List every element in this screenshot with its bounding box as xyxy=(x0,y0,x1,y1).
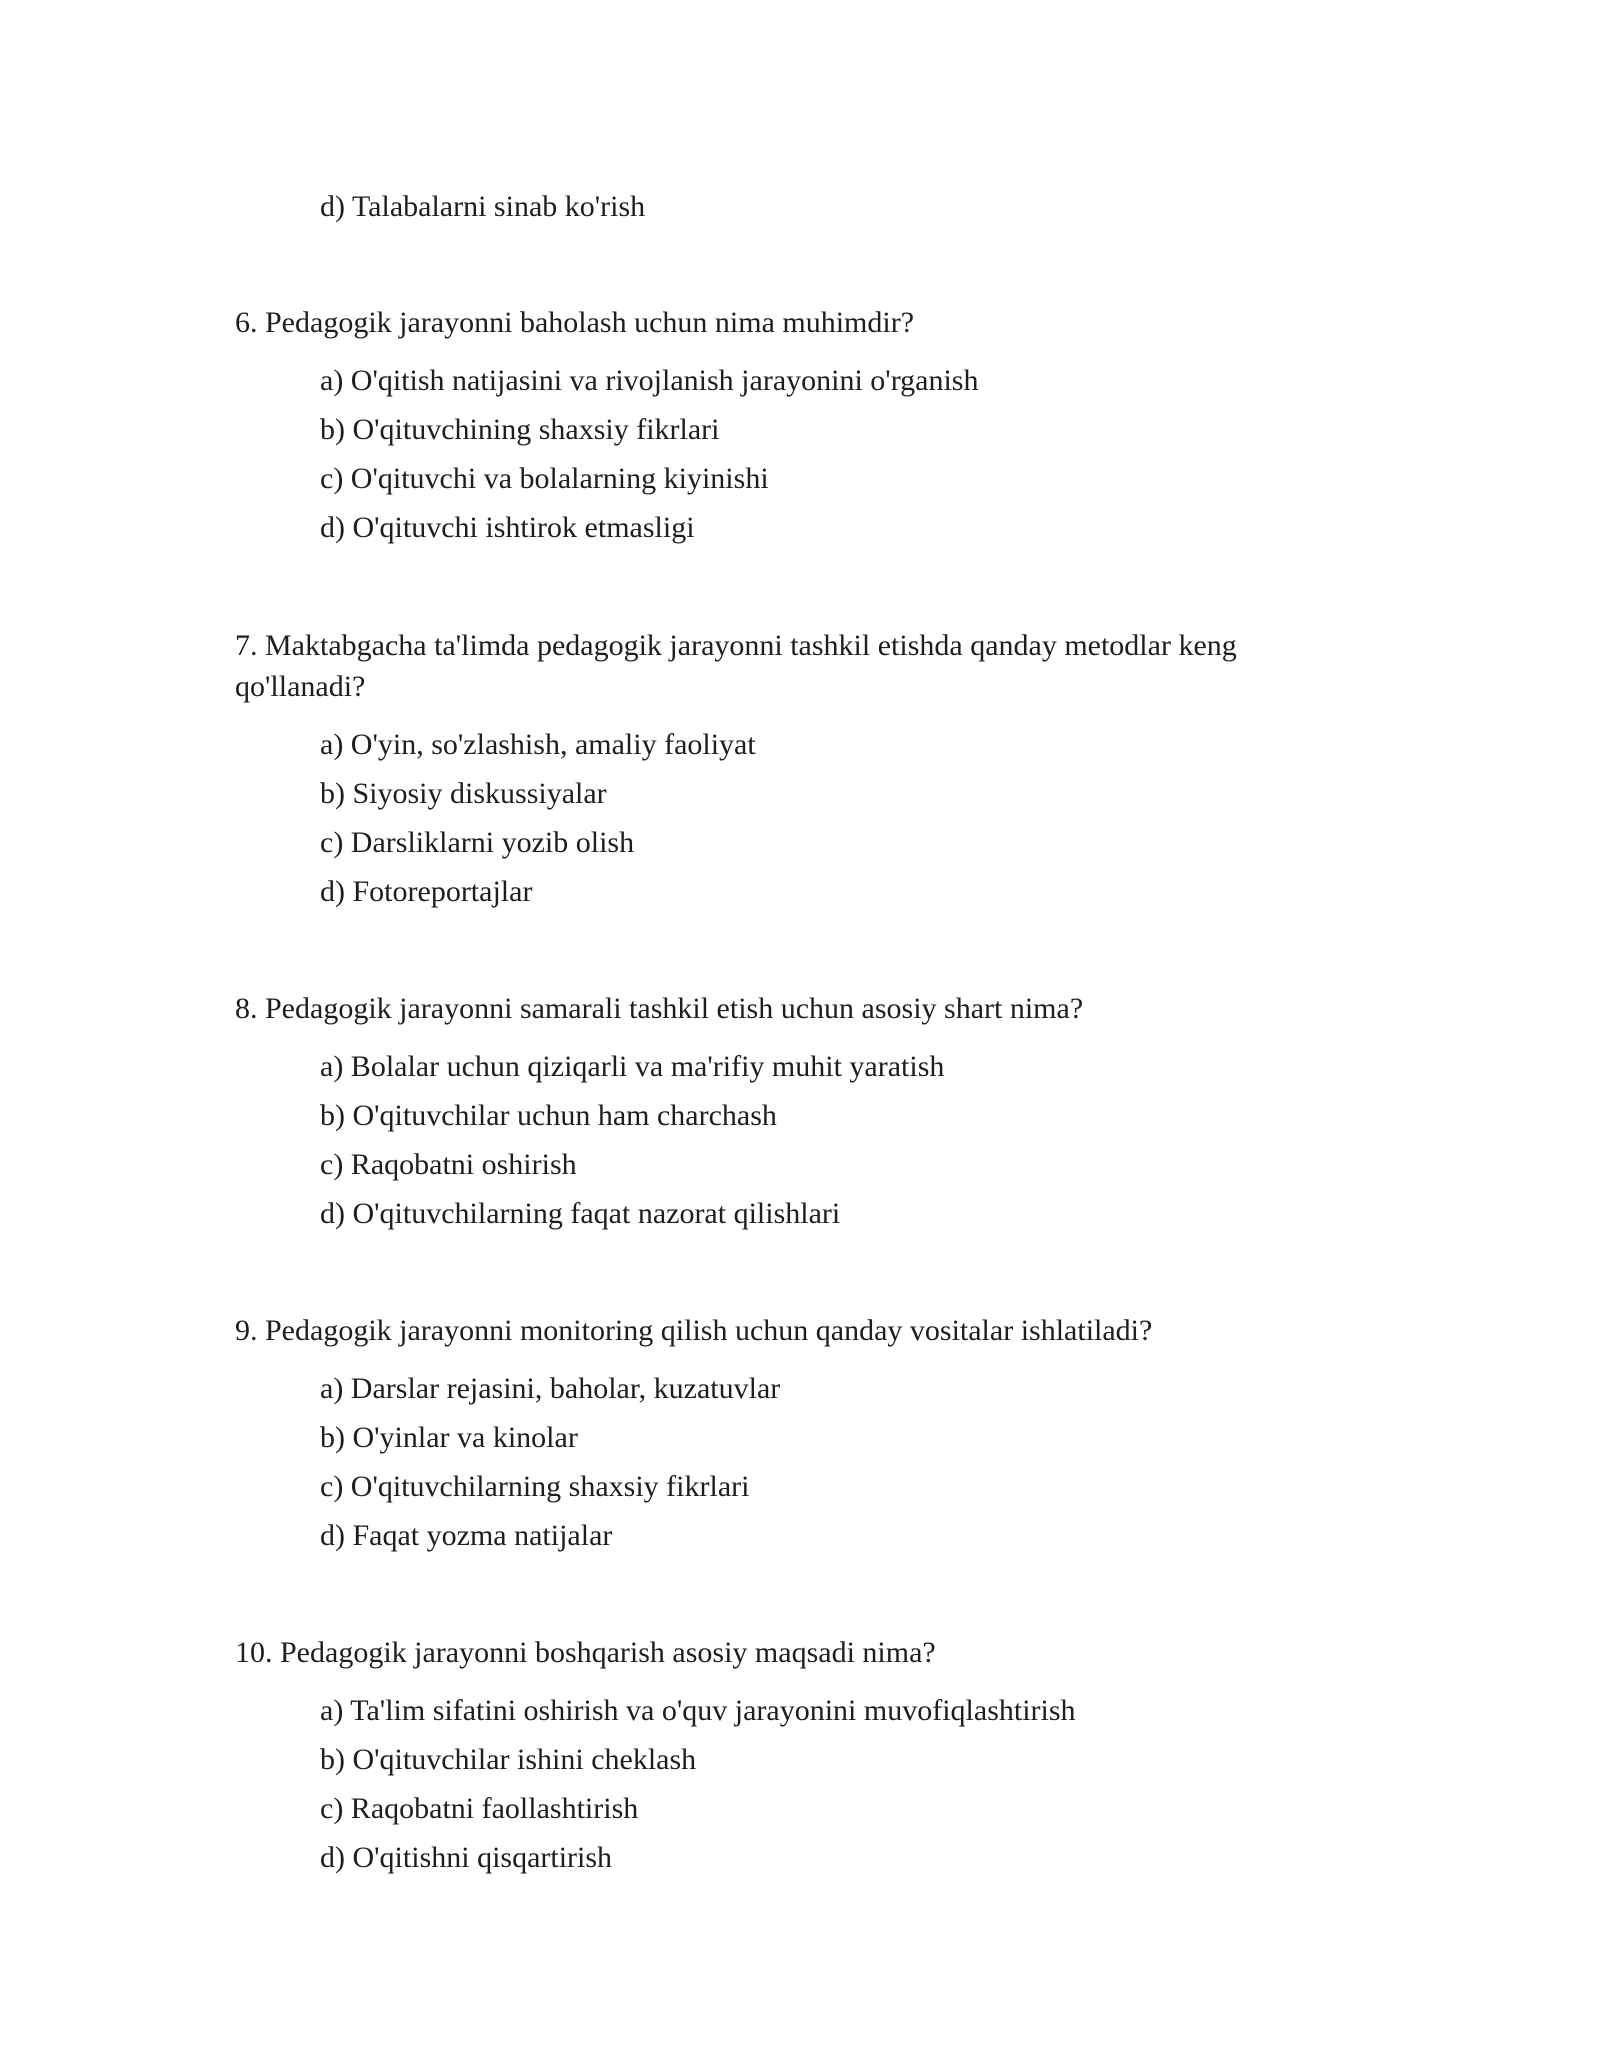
question-9-option-c: c) O'qituvchilarning shaxsiy fikrlari xyxy=(320,1470,750,1503)
question-6-option-c: c) O'qituvchi va bolalarning kiyinishi xyxy=(320,462,769,495)
question-9-option-d: d) Faqat yozma natijalar xyxy=(320,1519,613,1552)
question-10-option-a: a) Ta'lim sifatini oshirish va o'quv jarayonini muvofiqlashtirish xyxy=(320,1694,1076,1727)
question-8-option-c: c) Raqobatni oshirish xyxy=(320,1148,577,1181)
question-6-text: 6. Pedagogik jarayonni baholash uchun nima muhimdir? xyxy=(235,306,915,339)
question-8-text: 8. Pedagogik jarayonni samarali tashkil etish uchun asosiy shart nima? xyxy=(235,992,1084,1025)
question-7-text: 7. Maktabgacha ta'limda pedagogik jarayonni tashkil etishda qanday metodlar keng xyxy=(235,629,1237,662)
question-6-option-d: d) O'qituvchi ishtirok etmasligi xyxy=(320,511,695,544)
question-9-text: 9. Pedagogik jarayonni monitoring qilish uchun qanday vositalar ishlatiladi? xyxy=(235,1314,1153,1347)
question-9-option-b: b) O'yinlar va kinolar xyxy=(320,1421,578,1454)
question-7-option-d: d) Fotoreportajlar xyxy=(320,875,533,908)
question-6-option-b: b) O'qituvchining shaxsiy fikrlari xyxy=(320,413,720,446)
question-10-option-c: c) Raqobatni faollashtirish xyxy=(320,1792,639,1825)
question-10-option-d: d) O'qitishni qisqartirish xyxy=(320,1841,613,1874)
option-item: d) Talabalarni sinab ko'rish xyxy=(320,190,646,223)
question-8-option-b: b) O'qituvchilar uchun ham charchash xyxy=(320,1099,777,1132)
question-10-text: 10. Pedagogik jarayonni boshqarish asosiy maqsadi nima? xyxy=(235,1636,936,1669)
question-7-option-c: c) Darsliklarni yozib olish xyxy=(320,826,635,859)
question-10-option-b: b) O'qituvchilar ishini cheklash xyxy=(320,1743,697,1776)
question-7-option-b: b) Siyosiy diskussiyalar xyxy=(320,777,607,810)
question-6-option-a: a) O'qitish natijasini va rivojlanish jarayonini o'rganish xyxy=(320,364,979,397)
question-8-option-d: d) O'qituvchilarning faqat nazorat qilishlari xyxy=(320,1197,841,1230)
question-9-option-a: a) Darslar rejasini, baholar, kuzatuvlar xyxy=(320,1372,781,1405)
question-7-text-cont: qo'llanadi? xyxy=(235,670,366,703)
question-7-option-a: a) O'yin, so'zlashish, amaliy faoliyat xyxy=(320,728,756,761)
question-8-option-a: a) Bolalar uchun qiziqarli va ma'rifiy muhit yaratish xyxy=(320,1050,945,1083)
